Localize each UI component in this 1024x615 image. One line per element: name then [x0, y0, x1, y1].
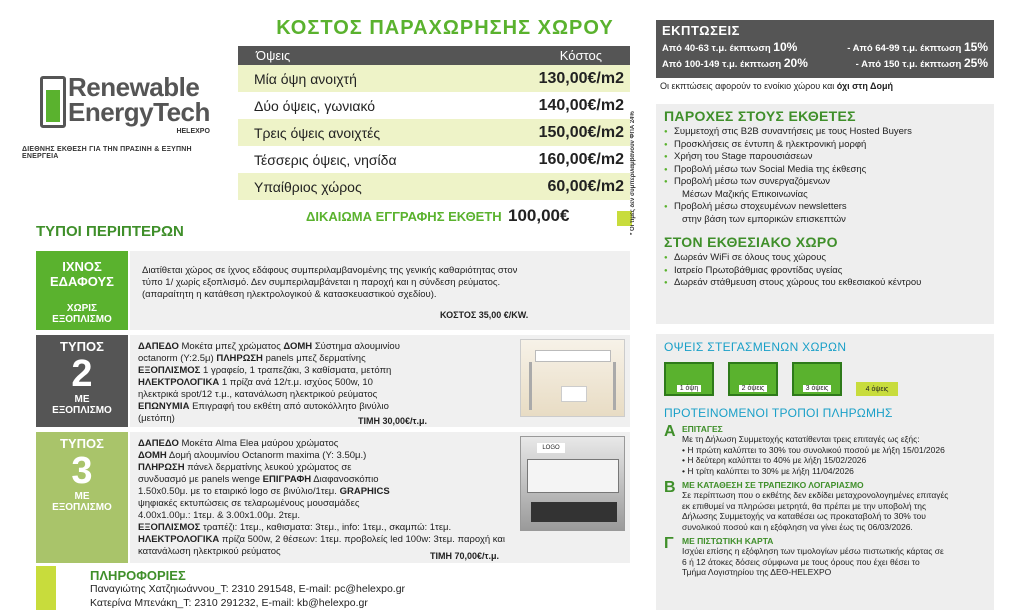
payment-line: 6 ή 12 άτοκες δόσεις σύμφωνα με τους όρους που έχει θέσει το	[682, 556, 920, 567]
discount-value: 25%	[963, 56, 988, 70]
side-option	[856, 382, 898, 396]
spec-value: panels μπεζ δερματίνης	[265, 353, 366, 364]
side-label: 3 όψεις	[803, 385, 832, 392]
note-text: Οι εκπτώσεις αφορούν το ενοίκιο χώρου και	[660, 81, 835, 91]
type3-a: ΤΥΠΟΣ	[60, 436, 104, 451]
list-item: ● Δωρεάν στάθμευση στους χώρους του εκθεσιακού κέντρου	[664, 277, 986, 290]
payment-line: • Η δεύτερη καλύπτει το 40% με λήξη 15/02/2026	[682, 455, 867, 465]
covered-title: ΟΨΕΙΣ ΣΤΕΓΑΣΜΕΝΩΝ ΧΩΡΩΝ	[664, 340, 847, 354]
type2-d: ΕΞΟΠΛΙΣΜΟ	[52, 405, 112, 416]
payment-method-a	[664, 424, 986, 476]
type3-price: ΤΙΜΗ 70,00€/τ.μ.	[430, 551, 500, 561]
type1-text: Διατίθεται χώρος σε ίχνος εδάφους συμπεριλαμβανομένης της γενικής καθαριότητας στον τύπο 1/ χωρίς εξοπλισμό. Δεν συμπεριλαμβάνεται η παροχή και η σύνδεση ρεύματος. (απαραίτητη η κατάθεση ηλεκτρολογικού & κατασκευαστικού σχεδίου).	[142, 265, 518, 300]
discounts-title: ΕΚΠΤΩΣΕΙΣ	[662, 23, 740, 38]
logo-subtitle: ΔΙΕΘΝΗΣ ΕΚΘΕΣΗ ΓΙΑ ΤΗΝ ΠΡΑΣΙΝΗ & ΕΞΥΠΝΗ ΕΝΕΡΓΕΙΑ	[22, 146, 192, 160]
type1-price: ΚΟΣΤΟΣ 35,00 €/KW.	[440, 310, 529, 320]
payment-letter: Α	[664, 423, 676, 440]
spec-key: ΗΛΕΚΤΡΟΛΟΓΙΚΑ	[138, 534, 220, 545]
type1-d: ΕΞΟΠΛΙΣΜΟ	[52, 314, 112, 325]
row-label: Τρεις όψεις ανοιχτές	[254, 124, 381, 141]
registration-label: ΔΙΚΑΙΩΜΑ ΕΓΓΡΑΦΗΣ ΕΚΘΕΤΗ	[306, 209, 502, 224]
list-item: ● Ιατρείο Πρωτοβάθμιας φροντίδας υγείας	[664, 265, 986, 278]
logo-brand: HELEXPO	[176, 128, 210, 135]
payment-line: Τμήμα Λογιστηρίου της ΔΕΘ-HELEXPO	[682, 567, 832, 577]
col-sides: Όψεις	[256, 48, 291, 63]
table-row	[238, 119, 630, 146]
payment-letter: Β	[664, 479, 676, 496]
type2-num: 2	[71, 353, 93, 395]
info-title: ΠΛΗΡΟΦΟΡΙΕΣ	[90, 568, 186, 583]
discount-value: 10%	[773, 40, 798, 54]
payment-head: ΜΕ ΚΑΤΑΘΕΣΗ ΣΕ ΤΡΑΠΕΖΙΚΟ ΛΟΓΑΡΙΑΣΜΟ	[682, 480, 864, 490]
row-label: Τέσσερις όψεις, νησίδα	[254, 151, 397, 168]
spec-value: 1 πρίζα ανά 12/τ.μ. ισχύος 500w, 10 ηλεκτρικά spot/12 τ.μ., κατανάλωση ηλεκτρικού ρεύματος	[138, 377, 378, 400]
spec-key: ΔΑΠΕΔΟ	[138, 341, 179, 352]
payment-line: εκ επιθυμεί να πληρώσει μετρητά, θα πρέπει με την υποβολή της	[682, 500, 927, 511]
logo-line1: Renewable	[68, 72, 200, 102]
type3-d: ΕΞΟΠΛΙΣΜΟ	[52, 502, 112, 513]
covered-sides	[664, 360, 986, 396]
type3-c: ΜΕ	[74, 491, 90, 502]
info-marker	[36, 566, 56, 610]
list-item: ● Προβολή μέσω στοχευμένων newsletters	[664, 201, 986, 214]
spec-key: ΠΛΗΡΩΣΗ	[138, 462, 185, 473]
booth-type2-image	[520, 339, 625, 417]
list-item: ● Προσκλήσεις σε έντυπη & ηλεκτρονική μορφή	[664, 139, 986, 152]
type3-num: 3	[71, 450, 93, 492]
type1-c: ΧΩΡΙΣ	[66, 303, 98, 314]
row-label: Δύο όψεις, γωνιακό	[254, 97, 376, 114]
payment-line: • Η πρώτη καλύπτει το 30% του συνολικού ποσού με λήξη 15/01/2026	[682, 444, 945, 455]
row-price: 60,00€/m2	[547, 177, 624, 195]
info-line2: Κατερίνα Μπενάκη_T: 2310 291232, E-mail: kb@helexpo.gr	[90, 597, 368, 609]
offers-title: ΠΑΡΟΧΕΣ ΣΤΟΥΣ ΕΚΘΕΤΕΣ	[664, 108, 856, 124]
payments-title: ΠΡΟΤΕΙΝΟΜΕΝΟΙ ΤΡΟΠΟΙ ΠΛΗΡΩΜΗΣ	[664, 406, 893, 420]
booth-logo-label: LOGO	[537, 443, 565, 453]
discount-value: 20%	[783, 56, 808, 70]
discount-line	[662, 56, 988, 70]
row-price: 150,00€/m2	[538, 123, 624, 141]
discount-text: - Από 64-99 τ.μ. έκπτωση	[847, 43, 962, 54]
battery-icon	[40, 76, 66, 128]
type1-body	[130, 251, 630, 330]
spec-value: πάνελ δερματίνης λευκού χρώματος σε συνδυασμό με panels wenge	[138, 462, 352, 485]
spec-key: ΕΞΟΠΛΙΣΜΟΣ	[138, 365, 201, 376]
list-item: ● Χρήση του Stage παρουσιάσεων	[664, 151, 986, 164]
offers-list	[664, 126, 986, 226]
discount-line	[662, 40, 988, 54]
spec-key: ΠΛΗΡΩΣΗ	[216, 353, 263, 364]
spec-value: Σύστημα αλουμινίου octanorm (Y:2.5μ)	[138, 341, 400, 364]
row-label: Μία όψη ανοιχτή	[254, 70, 357, 87]
spec-value: Δομή αλουμινίου Octanorm maxima (Y: 3.50μ.)	[168, 450, 367, 461]
spec-key: ΔΑΠΕΔΟ	[138, 438, 179, 449]
spec-key: ΔΟΜΗ	[283, 341, 313, 352]
payment-line: συνολικού ποσού και η εξόφληση να γίνει έως τις 06/03/2026.	[682, 521, 913, 532]
spec-value: Μοκέτα μπεζ χρώματος	[181, 341, 281, 352]
list-item: ● Προβολή μέσω των Social Media της έκθεσης	[664, 164, 986, 177]
list-item: ● Δωρεάν WiFi σε όλους τους χώρους	[664, 252, 986, 265]
payment-head: ΕΠΙΤΑΓΕΣ	[682, 424, 723, 434]
spec-key: ΔΟΜΗ	[138, 450, 167, 461]
list-item: στην βάση των εμπορικών επισκεπτών	[682, 213, 846, 225]
side-option	[664, 362, 714, 396]
note-bold: όχι στη Δομή	[836, 81, 893, 91]
table-row	[238, 173, 630, 200]
payment-method-b	[664, 480, 986, 532]
spec-key: ΗΛΕΚΤΡΟΛΟΓΙΚΑ	[138, 377, 220, 388]
cost-title: ΚΟΣΤΟΣ ΠΑΡΑΧΩΡΗΣΗΣ ΧΩΡΟΥ	[276, 17, 614, 39]
logo-line2: EnergyTech	[68, 97, 210, 127]
payment-line: Σε περίπτωση που ο εκθέτης δεν εκδίδει μεταχρονολογημένες επιταγές	[682, 490, 949, 500]
registration-price: 100,00€	[508, 206, 570, 225]
side-label: 2 όψεις	[739, 385, 768, 392]
info-line1: Παναγιώτης Χατζηιωάννου_T: 2310 291548, E-mail: pc@helexpo.gr	[90, 583, 406, 595]
side-label: 1 όψη	[677, 385, 702, 392]
spec-key: ΕΞΟΠΛΙΣΜΟΣ	[138, 522, 201, 533]
table-row	[238, 92, 630, 119]
payment-line: Δήλωσης Συμμετοχής να καταθέσει ως προκαταβολή το 30% του	[682, 511, 926, 521]
offers-box	[656, 104, 994, 324]
vat-note: * Οι τιμές δεν συμπεριλαμβάνουν ΦΠΑ 24%	[630, 111, 636, 235]
side-label: 4 όψεις	[865, 385, 889, 393]
payment-method-c	[664, 536, 986, 578]
list-item: ● Προβολή μέσω των συνεργαζόμενων	[664, 176, 986, 189]
type1-a: ΙΧΝΟΣ	[62, 259, 102, 274]
spec-value: Επιγραφή του εκθέτη από αυτοκόλλητο βινύλιο (μετόπη)	[138, 401, 389, 424]
payment-line: • Η τρίτη καλύπτει το 30% με λήξη 11/04/2026	[682, 465, 854, 476]
side-option	[792, 362, 842, 396]
table-row	[238, 146, 630, 173]
type3-card	[36, 432, 128, 563]
types-title: ΤΥΠΟΙ ΠΕΡΙΠΤΕΡΩΝ	[36, 223, 184, 240]
col-cost: Κόστος	[559, 48, 602, 63]
spec-value: 1 γραφείο, 1 τραπεζάκι, 3 καθίσματα, μετόπη	[203, 365, 392, 376]
payments-box	[656, 334, 994, 610]
cost-table	[238, 46, 630, 200]
venue-list	[664, 252, 986, 290]
spec-value: Μοκέτα Alma Elea μαύρου χρώματος	[181, 438, 339, 449]
row-price: 130,00€/m2	[538, 69, 624, 87]
type1-b: ΕΔΑΦΟΥΣ	[50, 274, 114, 289]
list-item: ● Συμμετοχή στις B2B συναντήσεις με τους Hosted Buyers	[664, 126, 986, 139]
spec-value: πρίζα 500w, 2 θέσεων: 1τεμ. προβολείς led 100w: 3τεμ. παροχή και κατανάλωση ηλεκτρικού ρεύματος	[138, 534, 506, 557]
booth-type3-image	[520, 436, 625, 531]
side-option	[728, 362, 778, 396]
row-label: Υπαίθριος χώρος	[254, 178, 362, 195]
spec-value: τραπέζι: 1τεμ., καθισματα: 3τεμ., info: 1τεμ., σκαμπώ: 1τεμ.	[203, 522, 452, 533]
cost-table-header	[238, 46, 630, 65]
type2-c: ΜΕ	[74, 394, 90, 405]
payment-line: Με τη Δήλωση Συμμετοχής κατατίθενται τρεις επιταγές ως εξής:	[682, 434, 920, 444]
discount-text: - Από 150 τ.μ. έκπτωση	[855, 59, 962, 70]
list-item: Μέσων Μαζικής Επικοινωνίας	[682, 188, 808, 200]
payment-head: ΜΕ ΠΙΣΤΩΤΙΚΗ ΚΑΡΤΑ	[682, 536, 774, 546]
discount-text: Από 40-63 τ.μ. έκπτωση	[662, 43, 771, 54]
payment-letter: Γ	[664, 535, 674, 552]
type2-card	[36, 335, 128, 427]
venue-title: ΣΤΟΝ ΕΚΘΕΣΙΑΚΟ ΧΩΡΟ	[664, 234, 838, 250]
type1-card	[36, 251, 128, 330]
discount-text: Από 100-149 τ.μ. έκπτωση	[662, 59, 782, 70]
discounts-box	[656, 20, 994, 78]
discounts-note	[660, 81, 893, 91]
spec-value: Διαφανοσκόπιο 1.50x0.50μ. με το εταιρικό logo σε βινύλιο/1τεμ.	[138, 474, 379, 497]
table-row	[238, 65, 630, 92]
spec-key: ΕΠΙΓΡΑΦΗ	[262, 474, 312, 485]
spec-key: ΕΠΩΝΥΜΙΑ	[138, 401, 190, 412]
discount-value: 15%	[963, 40, 988, 54]
row-price: 160,00€/m2	[538, 150, 624, 168]
spec-value: ψηφιακές εκτυπώσεις σε τελαρωμένους μουσαμάδες 4.00x1.00μ.: 1τεμ. & 3.00x1.00μ. 2τεμ.	[138, 498, 360, 521]
row-price: 140,00€/m2	[538, 96, 624, 114]
spec-key: GRAPHICS	[339, 486, 390, 497]
type2-price: ΤΙΜΗ 30,00€/τ.μ.	[358, 416, 428, 426]
type2-a: ΤΥΠΟΣ	[60, 339, 104, 354]
payment-line: Ισχύει επίσης η εξόφληση των τιμολογίων μέσω πιστωτικής κάρτας σε	[682, 546, 944, 556]
logo	[22, 72, 230, 162]
